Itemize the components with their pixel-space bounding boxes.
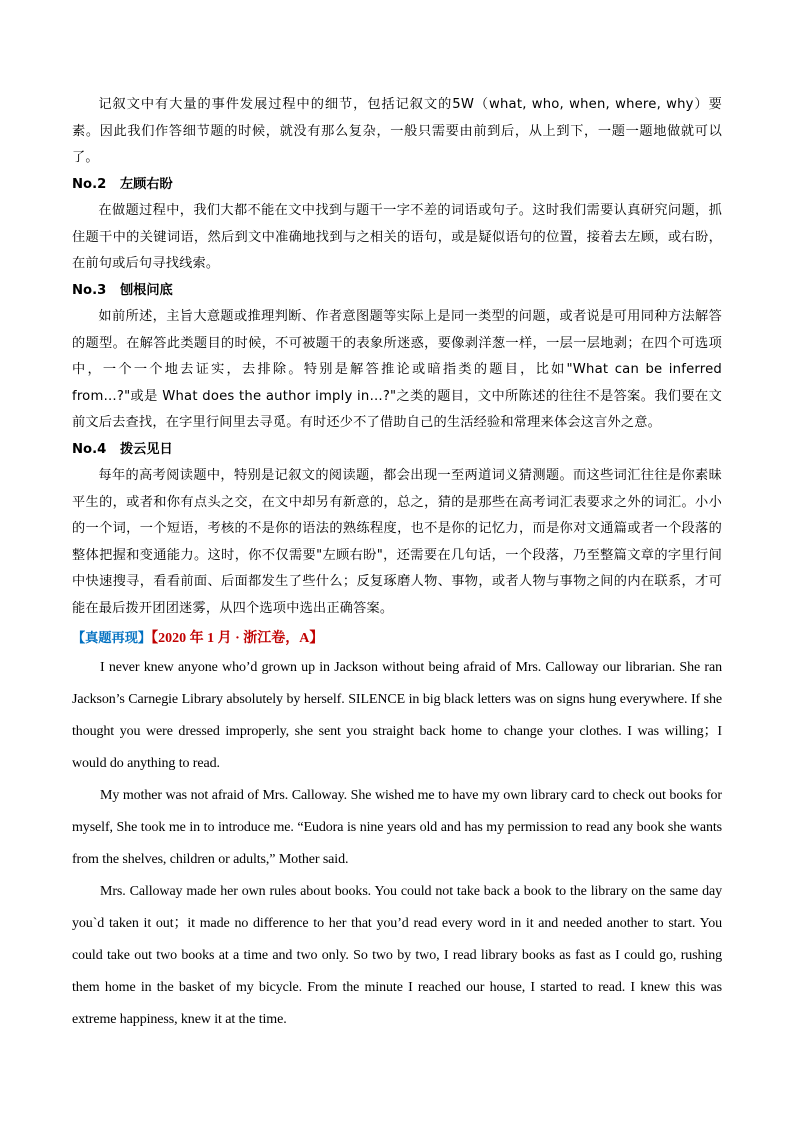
exam-source-line xyxy=(72,626,722,652)
document-page xyxy=(72,92,722,1036)
paragraph-get-to-root: 如前所述，主旨大意题或推理判断、作者意图题等实际上是同一类型的问题，或者说是可用同种方法解答的题型。在解答此类题目的时候，不可被题干的表象所迷惑，要像剥洋葱一样，一层一层地剥；在四个可选项中，一个一个地去证实，去排除。特别是解答推论或暗指类的题目，比如"What can be inferred from…?"或是 What does the author imply in…?"之类的题目，文中所陈述的往往不是答案。我们要在文前文后去查找，在字里行间里去寻觅。有时还少不了借助自己的生活经验和常理来体会这言外之意。 xyxy=(72,309,722,430)
paragraph-detail-questions: 记叙文中有大量的事件发展过程中的细节，包括记叙文的5W（what, who, when, where, why）要素。因此我们作答细节题的时候，就没有那么复杂，一般只需要由前到后，从上到下，一题一题地做就可以了。 xyxy=(72,97,722,165)
exam-citation: 【2020 年 1 月 · 浙江卷，A】 xyxy=(151,631,324,646)
passage-paragraph-1: I never knew anyone who’d grown up in Jackson without being afraid of Mrs. Calloway our librarian. She ran Jackson’s Carnegie Library absolutely by herself. SILENCE in big black letters was on signs hung everywhere. If she thought you were dressed improperly, she sent you straight back home to change your clothes. I was willing；I would do anything to read. xyxy=(72,660,722,771)
passage-paragraph-3: Mrs. Calloway made her own rules about books. You could not take back a book to the library on the same day you`d taken it out；it made no difference to her that you’d read every word in it and needed another to start. You could take out two books at a time and two only. So two by two, I read library books as fast as I could go, rushing them home in the basket of my bicycle. From the minute I reached our house, I started to read. I knew this was extreme happiness, knew it at the time. xyxy=(72,884,722,1027)
section-title: 刨根问底 xyxy=(120,282,173,298)
section-heading-no4 xyxy=(72,437,722,464)
section-title: 拨云见日 xyxy=(120,441,173,457)
section-number: No.2 xyxy=(72,176,107,192)
section-number: No.3 xyxy=(72,282,107,298)
section-heading-no3 xyxy=(72,278,722,305)
passage-paragraph-2: My mother was not afraid of Mrs. Calloway. She wished me to have my own library card to check out books for myself, She took me in to introduce me. “Eudora is nine years old and has my permission to read any book she wants from the shelves, children or adults,” Mother said. xyxy=(72,788,722,867)
paragraph-clear-clouds: 每年的高考阅读题中，特别是记叙文的阅读题，都会出现一至两道词义猜测题。而这些词汇往往是你素昧平生的，或者和你有点头之交，在文中却另有新意的，总之，猜的是那些在高考词汇表要求之外的词汇。小小的一个词，一个短语，考核的不是你的语法的熟练程度，也不是你的记忆力，而是你对文通篇或者一个段落的整体把握和变通能力。这时，你不仅需要"左顾右盼"，还需要在几句话，一个段落，乃至整篇文章的字里行间中快速搜寻，看看前面、后面都发生了些什么；反复琢磨人物、事物，或者人物与事物之间的内在联系，才可能在最后拨开团团迷雾，从四个选项中选出正确答案。 xyxy=(72,468,722,616)
section-number: No.4 xyxy=(72,441,107,457)
paragraph-look-around: 在做题过程中，我们大都不能在文中找到与题干一字不差的词语或句子。这时我们需要认真研究问题，抓住题干中的关键词语，然后到文中准确地找到与之相关的语句，或是疑似语句的位置，接着去左顾，或右盼，在前句或后句寻找线索。 xyxy=(72,203,722,271)
real-exam-label: 【真题再现】 xyxy=(72,631,152,646)
section-title: 左顾右盼 xyxy=(120,176,173,192)
section-heading-no2 xyxy=(72,172,722,199)
